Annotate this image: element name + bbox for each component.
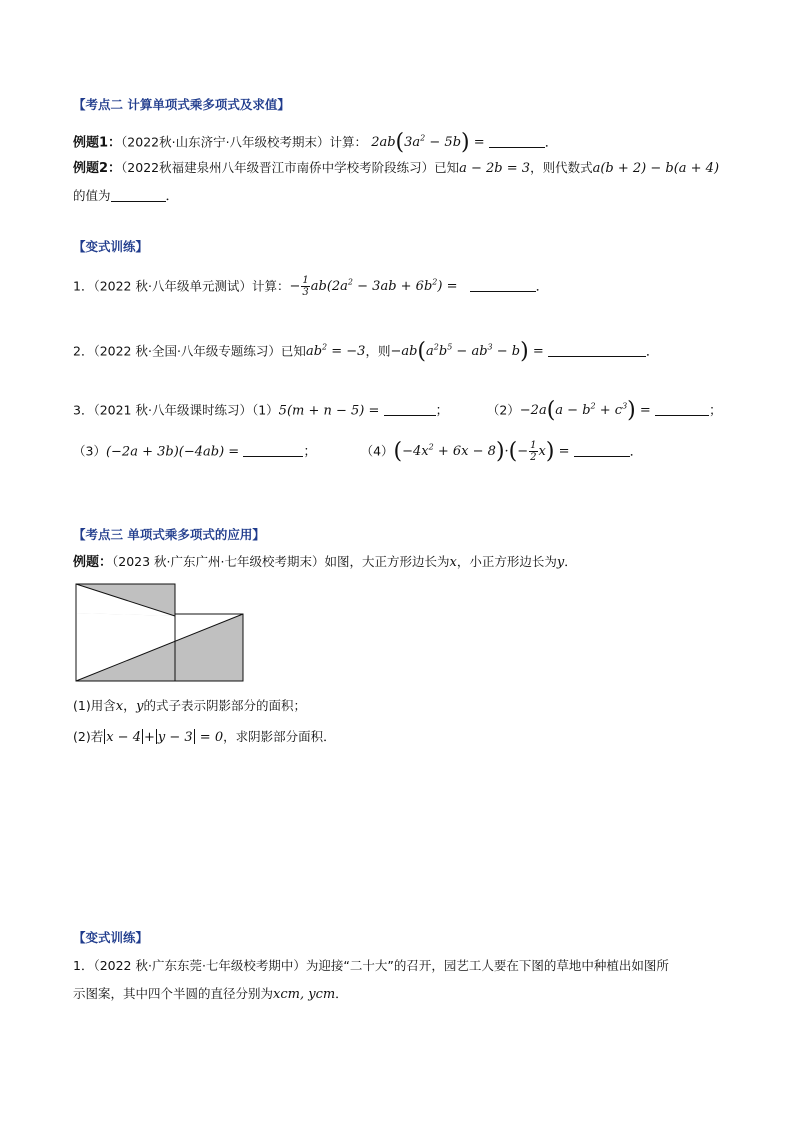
source-note: （2022秋福建泉州八年级晋江市南侨中学校考阶段练习）已知 [121,160,460,175]
connector-text: ，小正方形边长为 [456,554,557,569]
math-expression: $-ab(a^2b^5 - ab^3 - b)$ = [390,339,544,365]
source-note: 3．（2021 秋·八年级课时练习）（1） [73,402,279,418]
math-expression: a(b + 2) − b(a + 4) [592,161,720,176]
answer-blank [548,355,646,357]
source-note: （2022秋·山东济宁·八年级校考期末）计算： [121,134,368,150]
example-3 [73,553,577,572]
answer-blank [489,146,545,148]
math-expression: $-2a(a - b^2 + c^3)$ = [519,398,651,424]
answer-blank [655,414,709,416]
math-expression: x − 4 + y − 3 = 0 [106,730,224,745]
practice-1: 1．（2022 秋·八年级单元测试）计算：− $\frac{1}{3}$ $ab(2a^2 - 3ab + 6b^2)$ = ． [73,275,549,299]
example-1: 例题1：（2022秋·山东济宁·八年级校考期末）计算： $2ab(3a^2 - 5b)$ = ． [73,130,558,156]
var-x: x [449,555,457,570]
connector-text: ，则 [365,343,391,359]
condition-expression: a − 2b = 3 [459,161,531,176]
example-label: 例题2： [73,161,122,176]
question-2 [73,728,336,747]
example-label: 例题： [73,555,113,570]
question-1: (1)用含x，y的式子表示阴影部分的面积； [73,698,306,714]
question-text: (1)用含 [73,698,116,713]
section-header-2: 【考点二 计算单项式乘多项式及求值】 [73,97,290,112]
condition-expression: $ab^2 = -3$ [305,343,366,360]
practice-3-row2: （3）(−2a + 3b)(−4ab) = ； $(4)(-4x^2 + 6x - 8)\cdot(-$ $\frac{1}{2}$ x) = ． [73,439,643,465]
practice-header-2: 【变式训练】 [73,930,149,945]
connector-text: ，则代数式 [530,160,593,175]
example-2 [73,159,719,178]
practice-2: 2．（2022 秋·全国·八年级专题练习）已知$ab^2 = -3$，则$-ab(a^2b^5 - ab^3 - b)$ = ． [73,339,659,365]
example-2-cont: 的值为 ． [73,188,179,204]
math-expression: (−2a + 3b)(−4ab) = [105,444,240,460]
period: ． [564,554,577,569]
practice-header: 【变式训练】 [73,239,149,254]
answer-blank [111,200,166,202]
source-note: 1．（2022 秋·八年级单元测试）计算： [73,278,290,294]
var-x: x [115,699,124,714]
question-text: (2)若 [73,729,104,744]
math-expression: $(-4x^2 + 6x - 8)\cdot(-$ $\frac{1}{2}$ x) = [393,439,570,465]
question-text: 的式子表示阴影部分的面积； [143,698,306,713]
math-expression: 5(m + n − 5) = [278,403,380,419]
source-note: 2．（2022 秋·全国·八年级专题练习）已知 [73,343,306,359]
squares-figure [75,583,247,683]
period: ． [335,986,348,1001]
section-header-3: 【考点三 单项式乘多项式的应用】 [73,527,265,542]
question-text: ，求阴影部分面积． [223,729,336,744]
sub-label: （4） [360,443,394,459]
example-label: 例题1： [73,135,122,151]
question-tail: 的值为 [73,188,111,203]
practice-3-row1: 3．（2021 秋·八年级课时练习）（1）5(m + n − 5) = ； $(2)-2a(a - b^2 + c^3)$ = ； [73,398,722,424]
practice-v1-line1: 1．（2022 秋·广东东莞·七年级校考期中）为迎接“二十大”的召开，园艺工人要在下图的草地中种植出如图所 [73,958,669,973]
sub-label: （2） [486,402,520,418]
answer-blank [243,455,303,457]
practice-v1-line2 [73,985,348,1004]
answer-blank [384,414,436,416]
answer-blank [470,290,536,292]
math-expression: $2ab(3a^2 - 5b)$ = [371,130,485,156]
sub-label: （3） [73,443,106,459]
answer-blank [574,455,630,457]
source-note: （2023 秋·广东广州·七年级校考期末）如图，大正方形边长为 [112,554,450,569]
question-text: 示图案，其中四个半圆的直径分别为 [73,986,274,1001]
math-expression: − $\frac{1}{3}$ $ab(2a^2 - 3ab + 6b^2)$ = [289,275,458,299]
var-y: y [136,699,144,714]
var-y: y [556,555,565,570]
math-expression: xcm, ycm [273,987,336,1002]
